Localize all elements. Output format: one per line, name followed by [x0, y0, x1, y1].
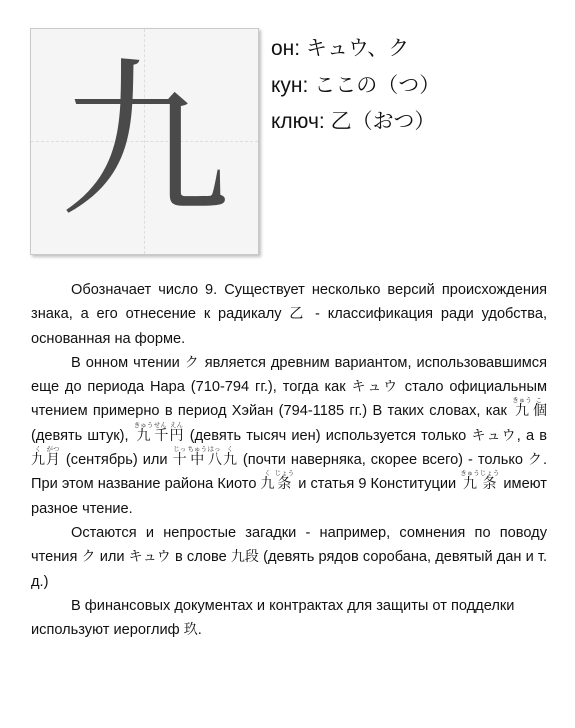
text-span: - классификация ради удобства, основанная на форме. [31, 306, 547, 347]
ruby-base: 条 [274, 476, 295, 493]
kun-label: кун: [271, 73, 309, 97]
word-kyuusenen [133, 420, 185, 444]
ruby-char [222, 445, 238, 469]
text-span: является древним вариантом, использовавшимся еще до периода Нара (710-794 гг.), тогда как [31, 354, 547, 396]
ruby-text: く [222, 445, 237, 454]
ruby-text: ちゅう [187, 445, 208, 454]
paragraph-1 [31, 278, 547, 351]
key-radical [271, 104, 440, 141]
kanji-anti-forgery: 玖 [183, 622, 198, 639]
ruby-char [153, 420, 170, 444]
on-label: он: [271, 37, 301, 60]
ruby-text: く [31, 445, 45, 454]
word-kujou [260, 469, 295, 493]
ruby-char [45, 445, 61, 469]
text-span: . При этом название района Киото [31, 452, 548, 493]
ruby-base: 九 [31, 452, 46, 469]
ruby-base: 千 [153, 427, 170, 444]
kana-kyuu: キュウ [128, 549, 171, 566]
text-span: Обозначает число 9. Существует несколько версий происхождения знака, а его отнесение к радикалу [31, 282, 547, 323]
ruby-base: 九 [133, 427, 154, 444]
text-span: В финансовых документах и контрактах для защиты от подделки используют иероглиф [31, 597, 515, 639]
paragraph-3 [31, 521, 547, 594]
article-text [31, 278, 547, 642]
ruby-base: 月 [45, 452, 61, 469]
paragraph-2 [31, 351, 547, 521]
kana-ku: ク [184, 354, 200, 371]
on-reading [271, 31, 440, 68]
ruby-text: はっ [207, 445, 222, 454]
ruby-text: えん [169, 420, 184, 429]
ruby-char [133, 420, 154, 444]
word-jucchuuhakku [172, 445, 238, 469]
ruby-text: きゅう [460, 469, 480, 478]
ruby-char [260, 469, 275, 493]
kana-ku: ク [81, 549, 96, 566]
kana-kyuu: キュウ [351, 379, 399, 396]
radical-kanji: 乙 [289, 306, 308, 323]
ruby-char [31, 445, 46, 469]
ruby-base: 中 [187, 452, 208, 469]
kana-kyuu: キュウ [471, 427, 517, 444]
ruby-base: 円 [169, 427, 185, 444]
text-span: (девять рядов соробана, девятый дан и т. д.) [31, 549, 548, 590]
kanji-card [30, 28, 259, 255]
ruby-char [207, 445, 223, 469]
kanji-glyph: 九 [59, 42, 230, 241]
word-kudan: 九段 [230, 549, 259, 566]
ruby-text: がつ [45, 445, 60, 454]
text-span: или [95, 549, 129, 566]
word-kyuujou [460, 469, 500, 493]
text-span: в слове [170, 549, 231, 566]
ruby-base: 九 [222, 452, 238, 469]
ruby-char [274, 469, 295, 493]
text-span: имеют разное чтение. [31, 476, 547, 517]
ruby-base: 九 [460, 476, 480, 493]
ruby-text: く [260, 469, 275, 478]
text-span: . [197, 622, 202, 639]
word-kyuuko [512, 396, 548, 420]
on-value: キュウ、ク [305, 37, 410, 60]
text-span: (сентябрь) или [60, 452, 173, 469]
text-span: , а в [516, 427, 548, 444]
ruby-text: じょう [479, 469, 500, 478]
key-value: 乙（おつ） [330, 110, 436, 133]
ruby-char [512, 396, 532, 420]
ruby-base: 九 [512, 403, 532, 420]
text-span: (девять штук), [31, 427, 134, 444]
text-span: (почти наверняка, скорее всего) - только [237, 452, 529, 469]
kun-value: ここの（つ） [314, 73, 441, 97]
ruby-char [460, 469, 480, 493]
kana-ku: ク [528, 452, 543, 469]
ruby-char [172, 445, 188, 469]
kun-reading [271, 68, 440, 105]
ruby-char [479, 469, 500, 493]
key-label: ключ: [271, 110, 325, 133]
ruby-text: きゅう [133, 420, 154, 429]
ruby-text: せん [153, 420, 168, 429]
ruby-base: 個 [531, 403, 548, 420]
readings-block [271, 31, 440, 141]
text-span: (девять тысяч иен) используется только [184, 427, 472, 444]
ruby-char [531, 396, 548, 420]
paragraph-4 [31, 594, 547, 643]
ruby-text: こ [531, 396, 546, 405]
text-span: и статья 9 Конституции [294, 476, 461, 493]
text-span: стало официальным чтением примерно в период Хэйан (794-1185 гг.) В таких словах, как [31, 379, 547, 420]
ruby-text: じっ [172, 445, 187, 454]
ruby-base: 九 [260, 476, 275, 493]
ruby-base: 八 [207, 452, 223, 469]
text-span: В онном чтении [71, 354, 185, 371]
ruby-base: 条 [479, 476, 500, 493]
word-kugatsu [31, 445, 61, 469]
ruby-base: 十 [172, 452, 188, 469]
ruby-text: じょう [274, 469, 295, 478]
ruby-text: きゅう [512, 396, 532, 405]
text-span: Остаются и непростые загадки - например, сомнения по поводу чтения [31, 524, 547, 566]
ruby-char [169, 420, 185, 444]
ruby-char [187, 445, 208, 469]
